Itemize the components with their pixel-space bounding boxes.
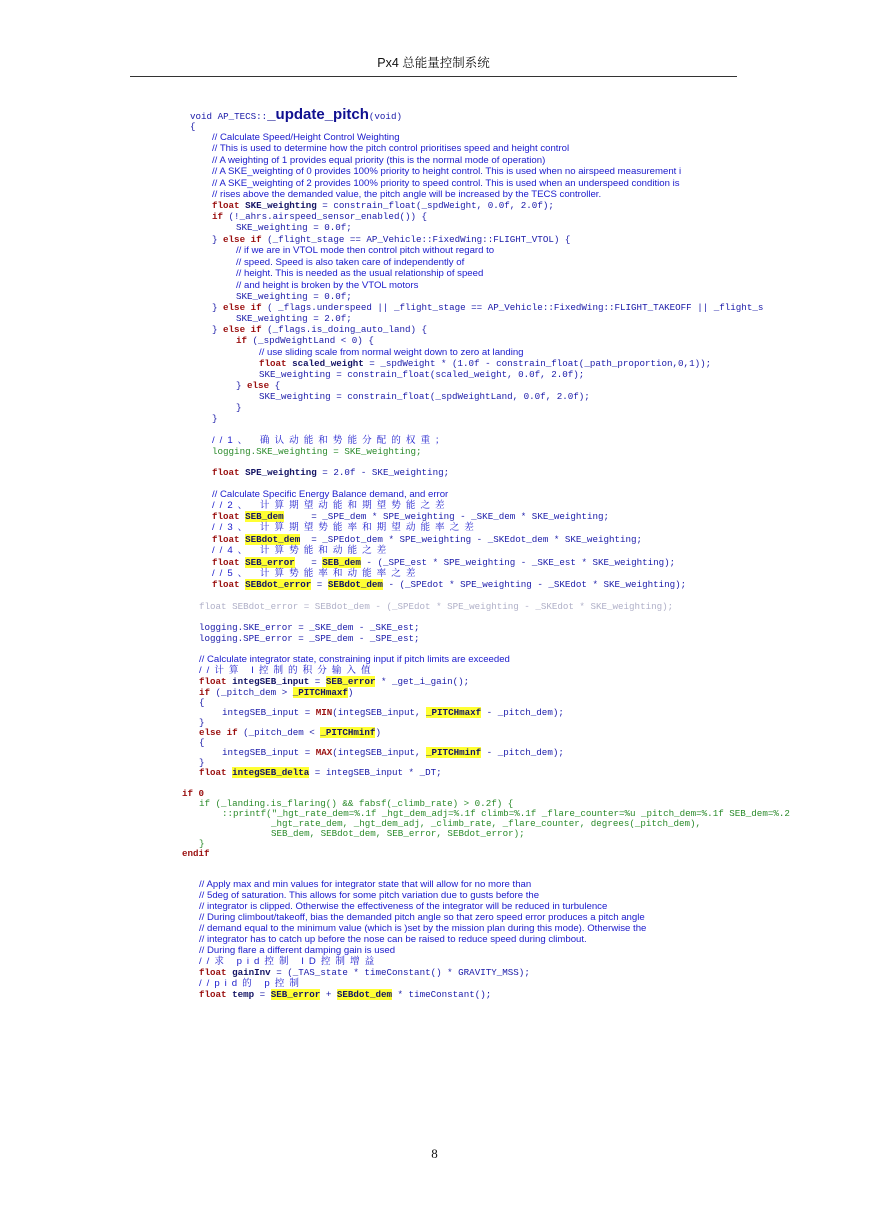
code-comment: // integrator is clipped. Otherwise the effectiveness of the integrator will be reduced in turbulence <box>199 901 608 912</box>
code-line: { <box>199 697 205 708</box>
code-line: float SEB_error = SEB_dem - (_SPE_est * SPE_weighting - _SKE_est * SKE_weighting); <box>212 557 676 568</box>
page-number: 8 <box>431 1146 438 1161</box>
code-line: } else { <box>236 380 281 391</box>
code-comment: //4、 计算势能和动能之差 <box>212 545 392 556</box>
code-comment: // A weighting of 1 provides equal priority (this is the normal mode of operation) <box>212 155 546 166</box>
preprocessor-line: endif <box>182 848 210 859</box>
code-comment: //1、 确认动能和势能分配的权重； <box>212 435 450 446</box>
code-comment: //2、 计算期望动能和期望势能之差 <box>212 500 450 511</box>
code-line: if (_spdWeightLand < 0) { <box>236 335 374 346</box>
code-comment: //3、 计算期望势能率和期望动能率之差 <box>212 522 479 533</box>
code-line: float SPE_weighting = 2.0f - SKE_weighting; <box>212 467 450 478</box>
code-comment: //求 pid控制 ID控制增益 <box>199 956 380 967</box>
code-line: integSEB_input = MIN(integSEB_input, _PITCHmaxf - _pitch_dem); <box>222 707 564 718</box>
code-line: ::printf("_hgt_rate_dem=%.1f _hgt_dem_adj=%.1f climb=%.1f _flare_counter=%u _pitch_dem=%.1f SEB_dem=%.2 <box>222 808 790 819</box>
code-line: { <box>190 121 196 132</box>
code-line: logging.SKE_error = _SKE_dem - _SKE_est; <box>199 622 420 633</box>
function-signature <box>190 106 402 126</box>
code-line: float integSEB_delta = integSEB_input * _DT; <box>199 767 442 778</box>
sig-args: (void) <box>368 111 402 122</box>
code-line: integSEB_input = MAX(integSEB_input, _PITCHminf - _pitch_dem); <box>222 747 564 758</box>
code-line: float SKE_weighting = constrain_float(_spdWeight, 0.0f, 2.0f); <box>212 200 554 211</box>
code-line: float gainInv = (_TAS_state * timeConstant() * GRAVITY_MSS); <box>199 967 530 978</box>
code-comment: // use sliding scale from normal weight down to zero at landing <box>259 347 524 358</box>
code-line: } else if (_flags.is_doing_auto_land) { <box>212 324 428 335</box>
code-line: SKE_weighting = constrain_float(_spdWeightLand, 0.0f, 2.0f); <box>259 391 590 402</box>
code-comment: // Calculate Specific Energy Balance demand, and error <box>212 489 449 500</box>
code-line: SKE_weighting = constrain_float(scaled_weight, 0.0f, 2.0f); <box>259 369 585 380</box>
code-line: _hgt_rate_dem, _hgt_dem_adj, _climb_rate, _flare_counter, degrees(_pitch_dem), <box>271 818 702 829</box>
code-line: } <box>212 413 218 424</box>
code-line: } <box>199 757 205 768</box>
code-line: float SEBdot_error = SEBdot_dem - (_SPEdot * SPE_weighting - _SKEdot * SKE_weighting); <box>212 579 687 590</box>
code-line: logging.SPE_error = _SPE_dem - _SPE_est; <box>199 633 420 644</box>
code-comment: // Calculate integrator state, constraining input if pitch limits are exceeded <box>199 654 510 665</box>
code-line: { <box>199 737 205 748</box>
preprocessor-line: if 0 <box>182 788 205 799</box>
code-line: else if (_pitch_dem < _PITCHminf) <box>199 727 381 738</box>
code-line: SKE_weighting = 2.0f; <box>236 313 352 324</box>
code-comment: // A SKE_weighting of 2 provides 100% priority to speed control. This is used when an underspeed condition is <box>212 178 680 189</box>
code-comment: // 5deg of saturation. This allows for some pitch variation due to gusts before the <box>199 890 540 901</box>
code-line: float scaled_weight = _spdWeight * (1.0f - constrain_float(_path_proportion,0,1)); <box>259 358 712 369</box>
code-line: float integSEB_input = SEB_error * _get_i_gain(); <box>199 676 470 687</box>
code-comment: // height. This is needed as the usual relationship of speed <box>236 268 484 279</box>
code-comment: // This is used to determine how the pitch control prioritises speed and height control <box>212 143 570 154</box>
code-line: } else if (_flight_stage == AP_Vehicle::FixedWing::FLIGHT_VTOL) { <box>212 234 571 245</box>
code-comment: //pid的 p控制 <box>199 978 304 989</box>
code-line: logging.SKE_weighting = SKE_weighting; <box>212 446 422 457</box>
code-line: SKE_weighting = 0.0f; <box>236 222 352 233</box>
code-comment: // A SKE_weighting of 0 provides 100% priority to height control. This is used when no airspeed measurement i <box>212 166 682 177</box>
function-name: _update_pitch <box>267 106 369 123</box>
cropped-code-line: float SEBdot_error = SEBdot_dem - (_SPEdot * SPE_weighting - _SKEdot * SKE_weighting); <box>199 601 674 612</box>
code-line: SKE_weighting = 0.0f; <box>236 291 352 302</box>
code-comment: // integrator has to catch up before the nose can be raised to reduce speed during climbout. <box>199 934 587 945</box>
code-line: } <box>236 402 242 413</box>
code-line: float SEB_dem = _SPE_dem * SPE_weighting - _SKE_dem * SKE_weighting; <box>212 511 609 522</box>
code-line: SEB_dem, SEBdot_dem, SEB_error, SEBdot_error); <box>271 828 525 839</box>
code-comment: //计算 I控制的积分输入值 <box>199 665 376 676</box>
code-line: if (!_ahrs.airspeed_sensor_enabled()) { <box>212 211 428 222</box>
code-comment: // Apply max and min values for integrator state that will allow for no more than <box>199 879 532 890</box>
code-comment: // Calculate Speed/Height Control Weighting <box>212 132 400 143</box>
sig-prefix: void AP_TECS:: <box>190 111 268 122</box>
code-line: } else if ( _flags.underspeed || _flight_stage == AP_Vehicle::FixedWing::FLIGHT_TAKEOFF || _flight_s <box>212 302 764 313</box>
header-title: Px4 总能量控制系统 <box>377 56 490 70</box>
code-comment: //5、 计算势能率和动能率之差 <box>212 568 421 579</box>
code-line: float temp = SEB_error + SEBdot_dem * timeConstant(); <box>199 989 492 1000</box>
code-comment: // During climbout/takeoff, bias the demanded pitch angle so that zero speed error produces a pitch angle <box>199 912 645 923</box>
code-line: if (_pitch_dem > _PITCHmaxf) <box>199 687 354 698</box>
code-line: } <box>199 838 205 849</box>
code-comment: // During flare a different damping gain is used <box>199 945 396 956</box>
code-comment: // and height is broken by the VTOL motors <box>236 280 419 291</box>
code-line: } <box>199 717 205 728</box>
code-comment: // rises above the demanded value, the pitch angle will be increased by the TECS controller. <box>212 189 602 200</box>
code-comment: // if we are in VTOL mode then control pitch without regard to <box>236 245 495 256</box>
code-line: if (_landing.is_flaring() && fabsf(_climb_rate) > 0.2f) { <box>199 798 514 809</box>
code-comment: // demand equal to the minimum value (which is )set by the mission plan during this mode). Otherwise the <box>199 923 647 934</box>
code-line: float SEBdot_dem = _SPEdot_dem * SPE_weighting - _SKEdot_dem * SKE_weighting; <box>212 534 643 545</box>
code-comment: // speed. Speed is also taken care of independently of <box>236 257 465 268</box>
